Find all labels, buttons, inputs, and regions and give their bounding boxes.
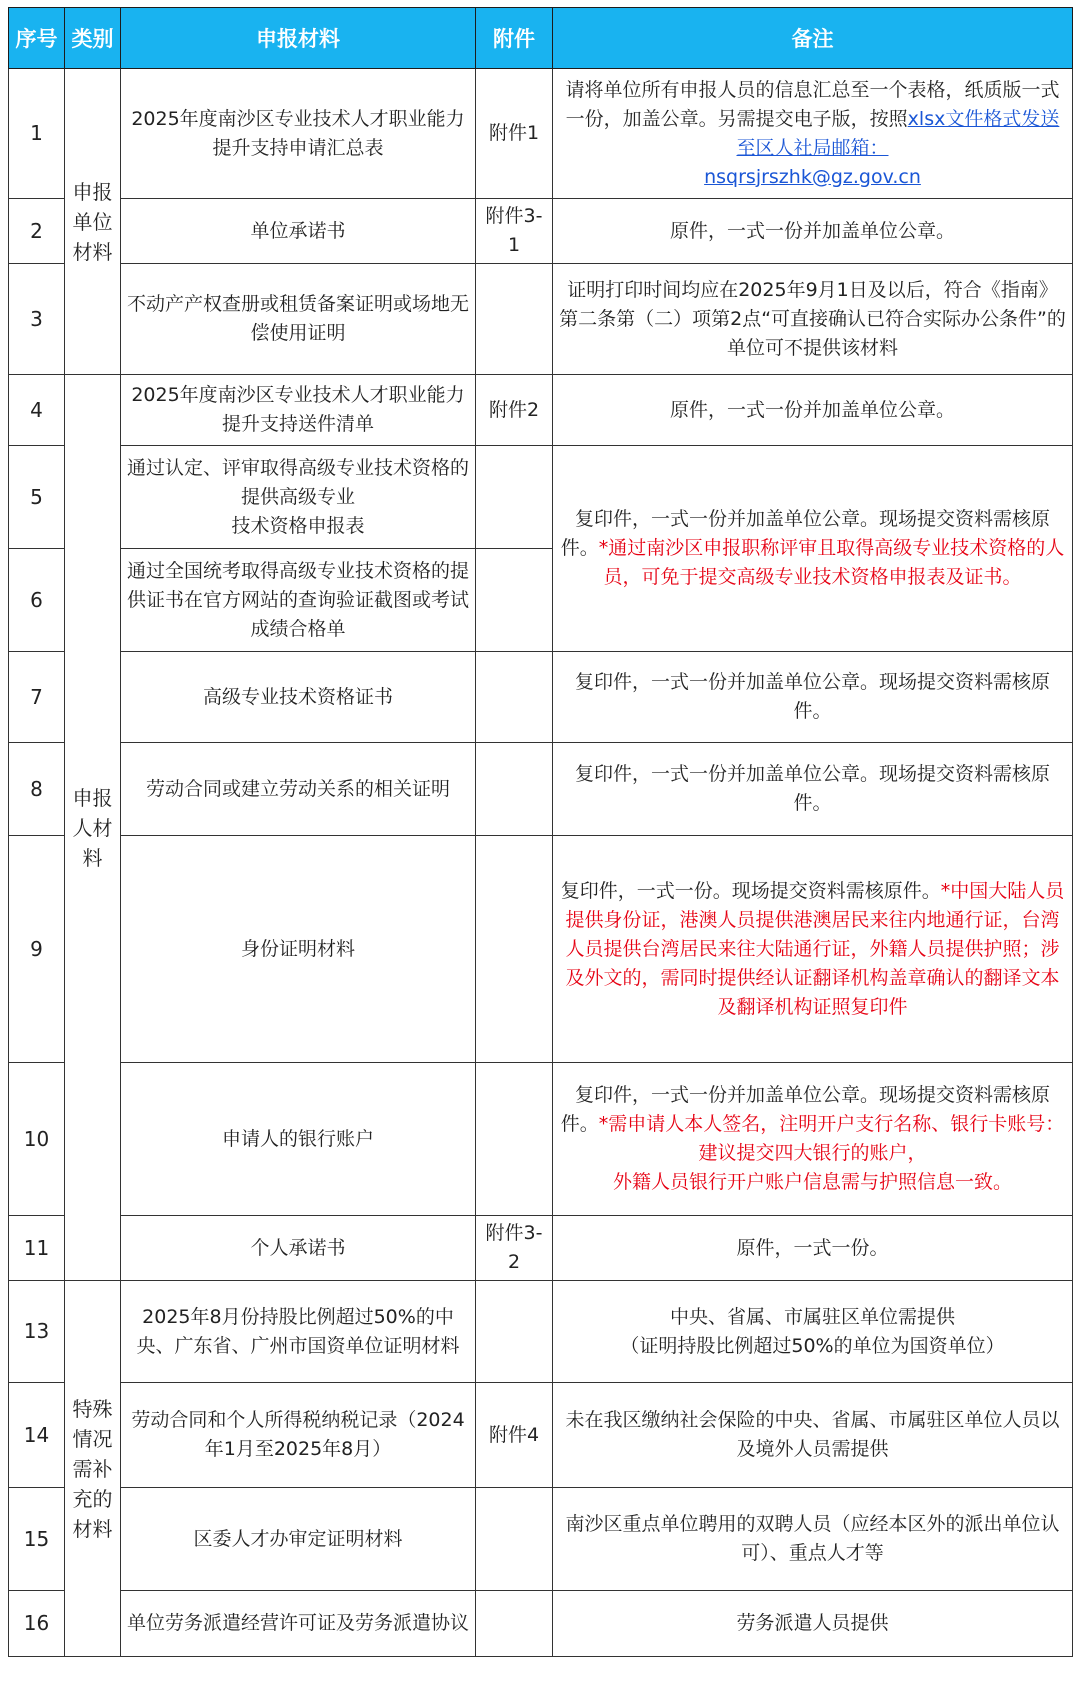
material-line: 技术资格申报表 — [231, 514, 365, 537]
row-no: 13 — [9, 1281, 65, 1383]
material-cell: 2025年度南沙区专业技术人才职业能力提升支持申请汇总表 — [121, 69, 476, 199]
row-no: 1 — [9, 69, 65, 199]
row-no: 16 — [9, 1591, 65, 1657]
table-row — [9, 446, 1073, 549]
attachment-cell: 附件3-1 — [476, 199, 553, 264]
remark-text: 复印件，一式一份并加盖单位公章。现场提交资料需核原件。 — [560, 1084, 1050, 1135]
remark-cell — [553, 1281, 1073, 1383]
header-material: 申报材料 — [121, 8, 476, 69]
row-no: 4 — [9, 375, 65, 446]
remark-cell: 复印件，一式一份并加盖单位公章。现场提交资料需核原件。 — [553, 743, 1073, 836]
category-applicant: 申报人材料 — [65, 375, 121, 1281]
table-row — [9, 1383, 1073, 1488]
table-row — [9, 836, 1073, 1063]
material-cell: 高级专业技术资格证书 — [121, 652, 476, 743]
table-header-row — [9, 8, 1073, 69]
remark-text: 复印件，一式一份。现场提交资料需核原件。 — [560, 879, 941, 902]
remark-emphasis: *需申请人本人签名，注明开户支行名称、银行卡账号：建议提交四大银行的账户， — [598, 1113, 1065, 1164]
attachment-cell: 附件1 — [476, 69, 553, 199]
remark-cell: 原件，一式一份并加盖单位公章。 — [553, 375, 1073, 446]
row-no: 8 — [9, 743, 65, 836]
attachment-cell — [476, 446, 553, 549]
remark-cell: 复印件，一式一份并加盖单位公章。现场提交资料需核原件。 — [553, 652, 1073, 743]
attachment-cell — [476, 1063, 553, 1216]
attachment-cell: 附件4 — [476, 1383, 553, 1488]
row-no: 14 — [9, 1383, 65, 1488]
material-cell: 单位劳务派遣经营许可证及劳务派遣协议 — [121, 1591, 476, 1657]
table-row — [9, 1591, 1073, 1657]
header-no: 序号 — [9, 8, 65, 69]
material-cell: 通过全国统考取得高级专业技术资格的提供证书在官方网站的查询验证截图或考试成绩合格单 — [121, 549, 476, 652]
row-no: 15 — [9, 1488, 65, 1591]
table-row — [9, 69, 1073, 199]
remark-cell — [553, 836, 1073, 1063]
remark-emphasis: 外籍人员银行开户账户信息需与护照信息一致。 — [612, 1171, 1012, 1193]
row-no: 11 — [9, 1216, 65, 1281]
remark-cell: 原件，一式一份并加盖单位公章。 — [553, 199, 1073, 264]
material-cell: 劳动合同或建立劳动关系的相关证明 — [121, 743, 476, 836]
attachment-cell — [476, 652, 553, 743]
material-cell: 区委人才办审定证明材料 — [121, 1488, 476, 1591]
email-link[interactable]: nsqrsjrszhk@gz.gov.cn — [704, 165, 921, 188]
material-cell: 2025年度南沙区专业技术人才职业能力提升支持送件清单 — [121, 375, 476, 446]
material-cell: 2025年8月份持股比例超过50%的中央、广东省、广州市国资单位证明材料 — [121, 1281, 476, 1383]
table-row — [9, 1063, 1073, 1216]
table-row — [9, 652, 1073, 743]
remark-text: 请将单位所有申报人员的信息汇总至一个表格，纸质版一式一份，加盖公章。另需提交电子版，按照 — [565, 78, 1060, 130]
table-row — [9, 743, 1073, 836]
row-no: 3 — [9, 264, 65, 375]
attachment-cell: 附件3-2 — [476, 1216, 553, 1281]
header-attachment: 附件 — [476, 8, 553, 69]
table-row — [9, 1488, 1073, 1591]
row-no: 10 — [9, 1063, 65, 1216]
remark-cell — [553, 69, 1073, 199]
application-materials-table — [8, 7, 1073, 1657]
remark-cell: 劳务派遣人员提供 — [553, 1591, 1073, 1657]
table-row — [9, 264, 1073, 375]
attachment-cell — [476, 1281, 553, 1383]
material-line: 通过认定、评审取得高级专业技术资格的提供高级专业 — [126, 456, 469, 508]
material-cell: 申请人的银行账户 — [121, 1063, 476, 1216]
material-table-container — [8, 7, 1072, 1657]
row-no: 2 — [9, 199, 65, 264]
material-cell: 不动产产权查册或租赁备案证明或场地无偿使用证明 — [121, 264, 476, 375]
category-special: 特殊情况需补充的材料 — [65, 1281, 121, 1657]
attachment-cell — [476, 1591, 553, 1657]
email-instruction-link[interactable]: xlsx文件格式发送至区人社局邮箱： — [736, 107, 1060, 159]
material-cell — [121, 446, 476, 549]
material-cell: 个人承诺书 — [121, 1216, 476, 1281]
header-category: 类别 — [65, 8, 121, 69]
remark-emphasis: *中国大陆人员提供身份证，港澳人员提供港澳居民来往内地通行证，台湾人员提供台湾居民来往大陆通行证，外籍人员提供护照；涉及外文的，需同时提供经认证翻译机构盖章确认的翻译文本及翻译机构证照复印件 — [565, 879, 1065, 1018]
remark-text: （证明持股比例超过50%的单位为国资单位） — [620, 1334, 1005, 1357]
remark-cell — [553, 446, 1073, 652]
table-row — [9, 375, 1073, 446]
remark-cell: 南沙区重点单位聘用的双聘人员（应经本区外的派出单位认可）、重点人才等 — [553, 1488, 1073, 1591]
material-cell: 劳动合同和个人所得税纳税记录（2024年1月至2025年8月） — [121, 1383, 476, 1488]
row-no: 5 — [9, 446, 65, 549]
remark-cell: 证明打印时间均应在2025年9月1日及以后，符合《指南》第二条第（二）项第2点“可直接确认已符合实际办公条件”的单位可不提供该材料 — [553, 264, 1073, 375]
remark-emphasis: *通过南沙区申报职称评审且取得高级专业技术资格的人员，可免于提交高级专业技术资格申报表及证书。 — [598, 537, 1065, 588]
row-no: 6 — [9, 549, 65, 652]
table-row — [9, 1216, 1073, 1281]
row-no: 9 — [9, 836, 65, 1063]
attachment-cell — [476, 836, 553, 1063]
material-cell: 单位承诺书 — [121, 199, 476, 264]
remark-cell — [553, 1063, 1073, 1216]
attachment-cell — [476, 264, 553, 375]
remark-text: 复印件，一式一份并加盖单位公章。现场提交资料需核原件。 — [560, 508, 1050, 559]
attachment-cell: 附件2 — [476, 375, 553, 446]
table-row — [9, 199, 1073, 264]
row-no: 7 — [9, 652, 65, 743]
attachment-cell — [476, 549, 553, 652]
attachment-cell — [476, 1488, 553, 1591]
category-unit: 申报单位材料 — [65, 69, 121, 375]
remark-cell: 未在我区缴纳社会保险的中央、省属、市属驻区单位人员以及境外人员需提供 — [553, 1383, 1073, 1488]
remark-text: 中央、省属、市属驻区单位需提供 — [669, 1305, 955, 1328]
remark-cell: 原件，一式一份。 — [553, 1216, 1073, 1281]
material-cell: 身份证明材料 — [121, 836, 476, 1063]
header-remark: 备注 — [553, 8, 1073, 69]
table-row — [9, 1281, 1073, 1383]
attachment-cell — [476, 743, 553, 836]
